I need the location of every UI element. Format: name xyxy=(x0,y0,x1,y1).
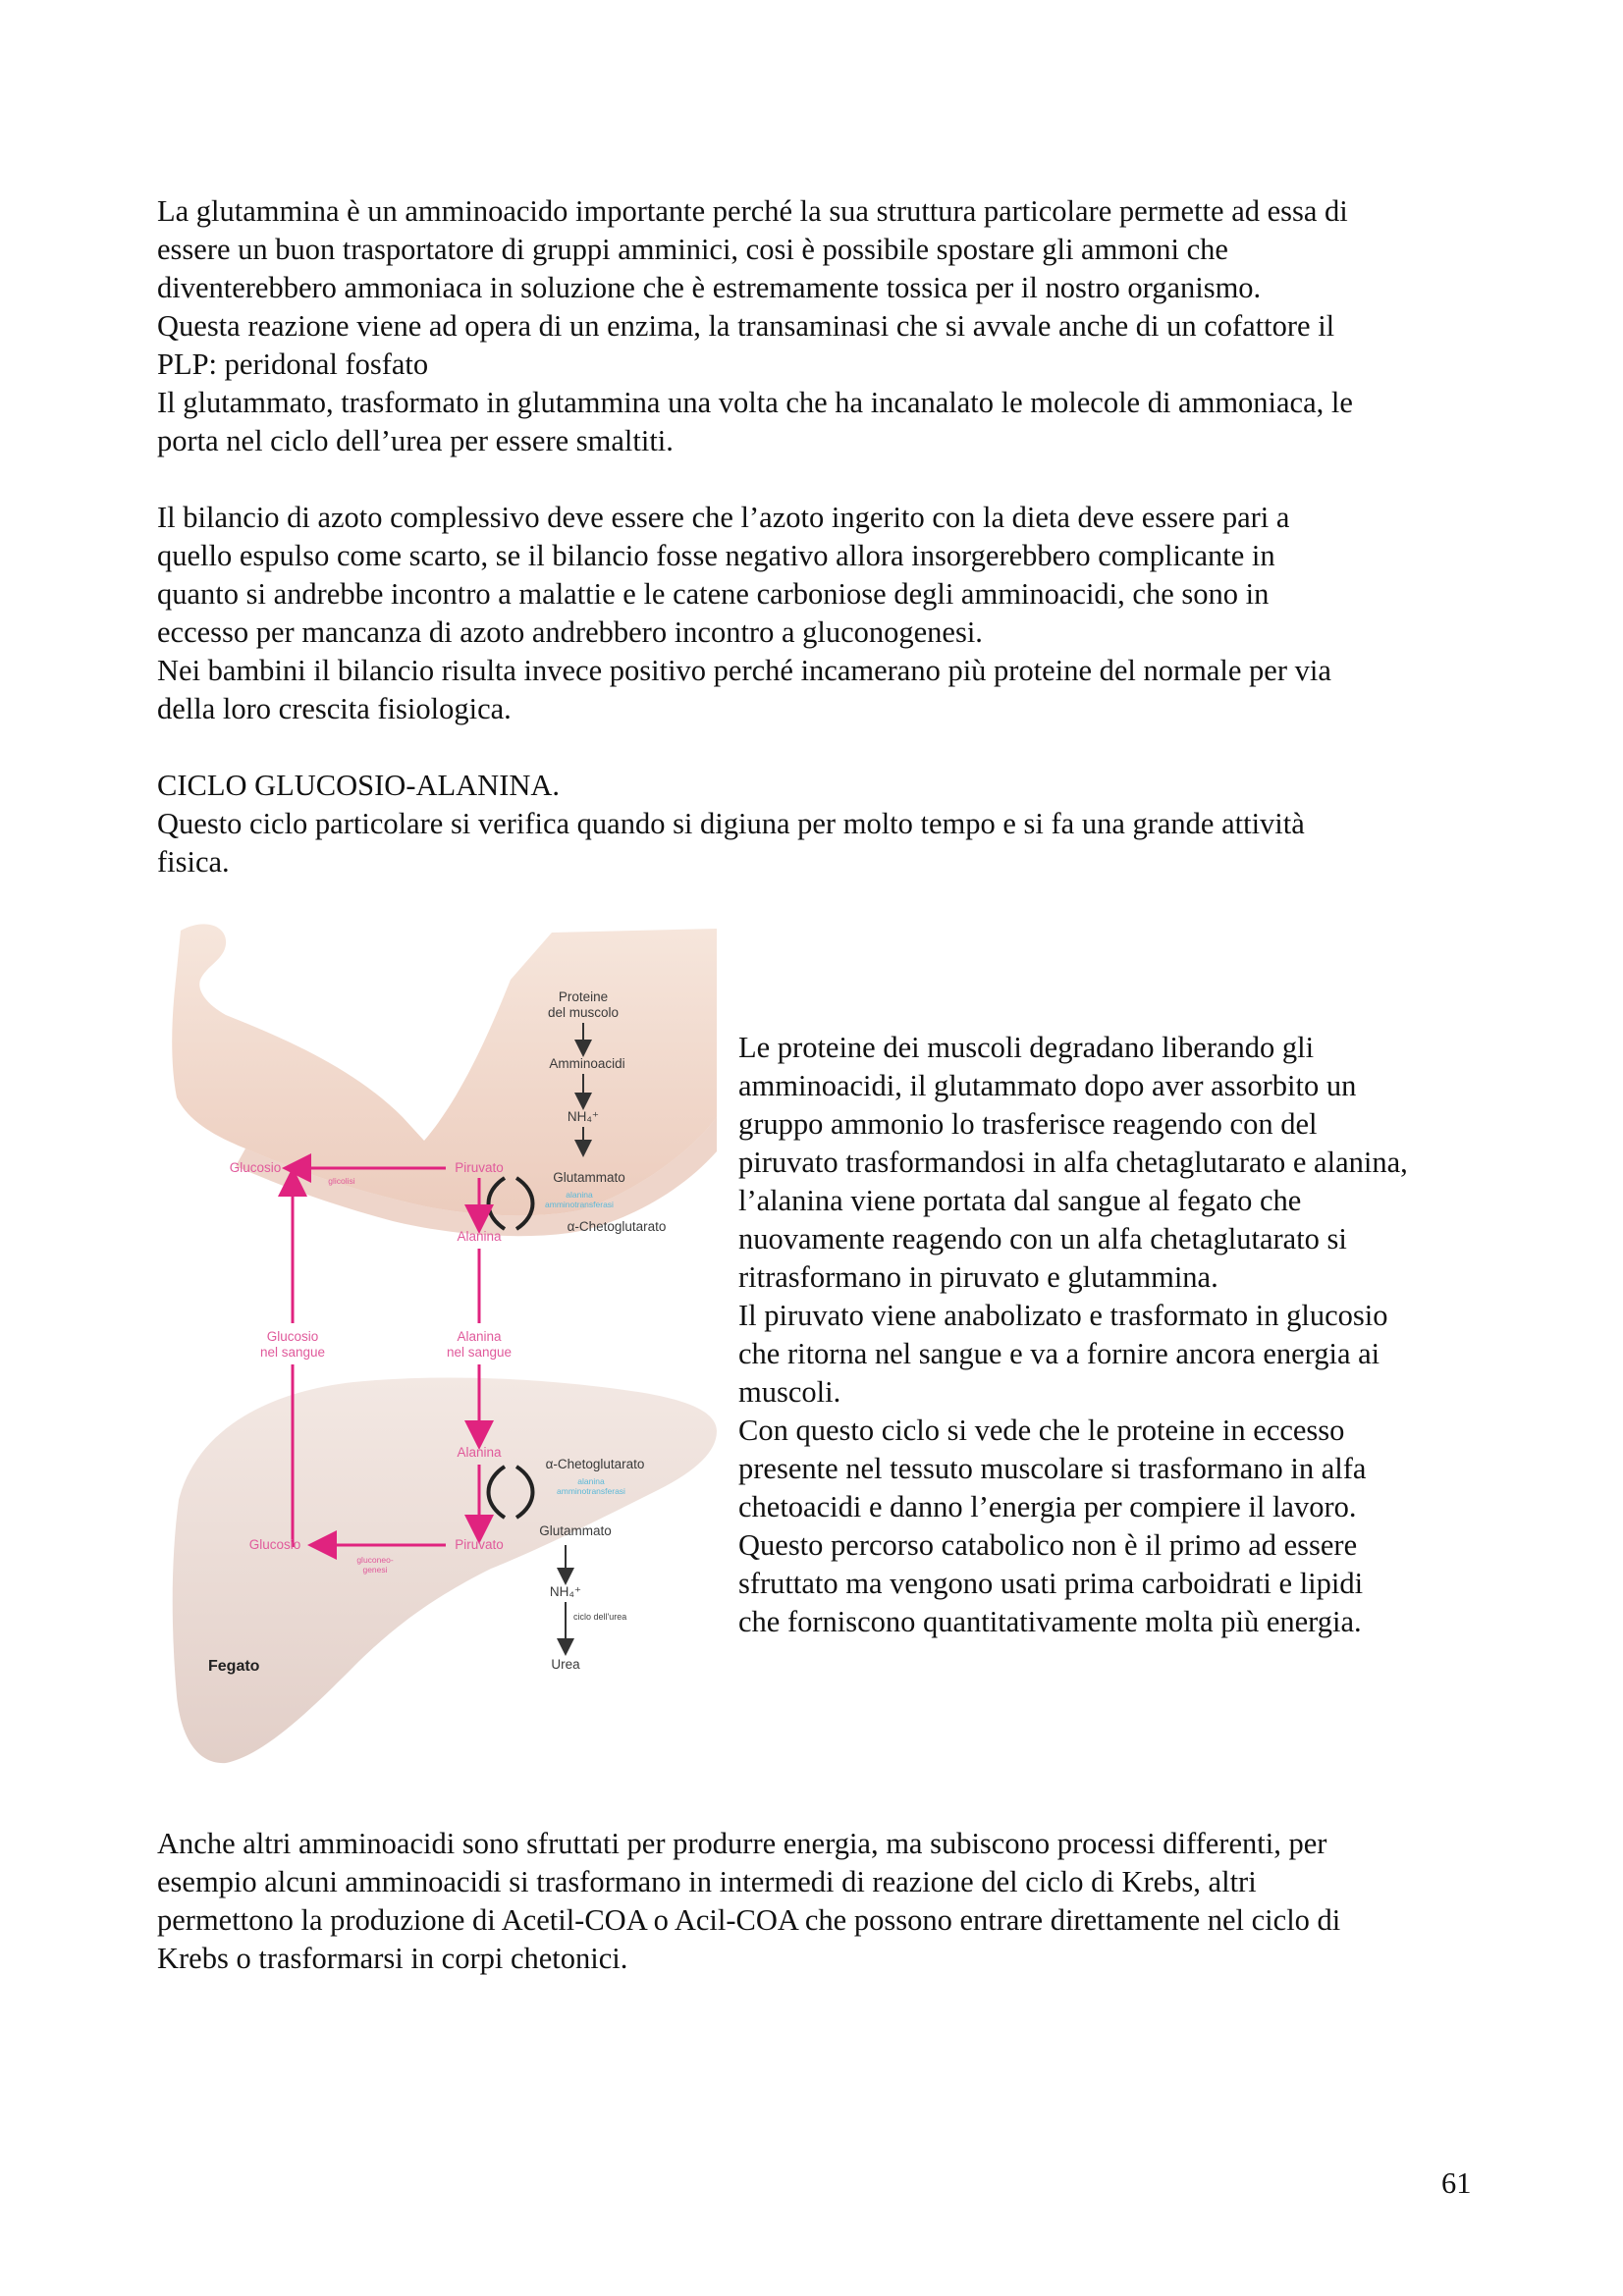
label-glucose-bottom: Glucosio xyxy=(248,1537,301,1552)
text-line: ritrasformano in piruvato e glutammina. xyxy=(738,1260,1218,1294)
text-line: Il piruvato viene anabolizato e trasformato in glucosio xyxy=(738,1299,1388,1332)
label-glutamate-top: Glutammato xyxy=(553,1170,625,1185)
label-blood-glucose-2: nel sangue xyxy=(259,1345,326,1360)
label-blood-alanine-1: Alanina xyxy=(457,1329,502,1344)
text-line: l’alanina viene portata dal sangue al fegato che xyxy=(738,1184,1302,1217)
label-nh4-bottom: NH₄⁺ xyxy=(549,1584,582,1599)
text-line: essere un buon trasportatore di gruppi amminici, cosi è possibile spostare gli ammoni che xyxy=(157,233,1228,266)
paragraph-altri-amminoacidi xyxy=(157,1825,1483,1978)
text-line: Le proteine dei muscoli degradano liberando gli xyxy=(738,1031,1315,1064)
paragraph-glutammina xyxy=(157,192,1483,460)
text-line: Krebs o trasformarsi in corpi chetonici. xyxy=(157,1942,628,1975)
text-line: diventerebbero ammoniaca in soluzione che è estremamente tossica per il nostro organismo. xyxy=(157,271,1262,304)
label-liver: Fegato xyxy=(208,1658,260,1675)
label-urea: Urea xyxy=(551,1657,580,1672)
section-heading: CICLO GLUCOSIO-ALANINA. xyxy=(157,769,561,802)
label-nh4-top: NH₄⁺ xyxy=(567,1109,600,1124)
figure-description xyxy=(738,1029,1494,1641)
text-line: quello espulso come scarto, se il bilancio fosse negativo allora insorgerebbero complicante in xyxy=(157,539,1275,572)
label-muscle-proteins-1: Proteine xyxy=(558,989,609,1004)
label-urea-cycle: ciclo dell'urea xyxy=(573,1612,627,1622)
text-line: presente nel tessuto muscolare si trasformano in alfa xyxy=(738,1452,1367,1485)
text-line: che ritorna nel sangue e va a fornire ancora energia ai xyxy=(738,1337,1380,1370)
text-line: piruvato trasformandosi in alfa chetaglutarato e alanina, xyxy=(738,1146,1408,1179)
text-line: fisica. xyxy=(157,845,230,879)
text-line: che forniscono quantitativamente molta più energia. xyxy=(738,1605,1362,1638)
paragraph-ciclo-glucosio-alanina xyxy=(157,767,1483,881)
text-line: Il glutammato, trasformato in glutammina una volta che ha incanalato le molecole di ammoniaca, le xyxy=(157,386,1353,419)
label-pyruvate-bottom: Piruvato xyxy=(455,1537,504,1552)
text-line: Il bilancio di azoto complessivo deve essere che l’azoto ingerito con la dieta deve essere pari a xyxy=(157,501,1290,534)
paragraph-bilancio-azoto xyxy=(157,499,1483,728)
text-line: Nei bambini il bilancio risulta invece positivo perché incamerano più proteine del normale per via xyxy=(157,654,1331,687)
label-transaminase-bottom-1: alanina xyxy=(577,1476,605,1486)
text-line: della loro crescita fisiologica. xyxy=(157,692,512,725)
text-line: Anche altri amminoacidi sono sfruttati per produrre energia, ma subiscono processi differenti, per xyxy=(157,1827,1327,1860)
label-amino-acids: Amminoacidi xyxy=(549,1056,625,1071)
text-line: sfruttato ma vengono usati prima carboidrati e lipidi xyxy=(738,1567,1364,1600)
text-line: porta nel ciclo dell’urea per essere smaltiti. xyxy=(157,424,674,457)
liver-illustration xyxy=(173,1377,717,1763)
label-pyruvate-top: Piruvato xyxy=(455,1160,504,1175)
label-alanine-top: Alanina xyxy=(457,1229,502,1244)
text-line: Questo percorso catabolico non è il primo ad essere xyxy=(738,1528,1358,1562)
text-line: chetoacidi e danno l’energia per compiere il lavoro. xyxy=(738,1490,1357,1523)
label-alanine-bottom: Alanina xyxy=(457,1445,502,1460)
label-transaminase-top-1: alanina xyxy=(566,1190,593,1200)
text-line: Con questo ciclo si vede che le proteine in eccesso xyxy=(738,1414,1345,1447)
label-transaminase-top-2: amminotransferasi xyxy=(545,1200,614,1209)
label-glutamate-bottom: Glutammato xyxy=(539,1523,612,1538)
label-ketoglutarate-top: α-Chetoglutarato xyxy=(567,1219,667,1234)
text-line: eccesso per mancanza di azoto andrebbero incontro a gluconogenesi. xyxy=(157,615,983,649)
label-blood-glucose-1: Glucosio xyxy=(266,1329,319,1344)
page-number: 61 xyxy=(1441,2166,1472,2200)
label-blood-alanine-2: nel sangue xyxy=(446,1345,513,1360)
label-ketoglutarate-bottom: α-Chetoglutarato xyxy=(545,1457,645,1471)
text-line: esempio alcuni amminoacidi si trasformano in intermedi di reazione del ciclo di Krebs, altri xyxy=(157,1865,1257,1898)
figure-svg xyxy=(167,921,723,1765)
text-line: nuovamente reagendo con un alfa chetaglutarato si xyxy=(738,1222,1347,1255)
text-line: La glutammina è un amminoacido importante perché la sua struttura particolare permette ad essa di xyxy=(157,194,1348,228)
text-line: muscoli. xyxy=(738,1375,841,1409)
label-glucose-top: Glucosio xyxy=(229,1160,282,1175)
label-gluconeogenesis-2: genesi xyxy=(362,1565,388,1575)
label-glycolysis: glicolisi xyxy=(328,1176,355,1186)
text-line: amminoacidi, il glutammato dopo aver assorbito un xyxy=(738,1069,1357,1102)
text-line: permettono la produzione di Acetil-COA o Acil-COA che possono entrare direttamente nel ciclo di xyxy=(157,1903,1341,1937)
text-line: gruppo ammonio lo trasferisce reagendo con del xyxy=(738,1107,1318,1141)
text-line: Questo ciclo particolare si verifica quando si digiuna per molto tempo e si fa una grande attività xyxy=(157,807,1305,840)
glucose-alanine-cycle-figure xyxy=(167,921,723,1765)
text-line: Questa reazione viene ad opera di un enzima, la transaminasi che si avvale anche di un cofattore il xyxy=(157,309,1335,343)
label-transaminase-bottom-2: amminotransferasi xyxy=(557,1486,625,1496)
text-line: quanto si andrebbe incontro a malattie e le catene carboniose degli amminoacidi, che sono in xyxy=(157,577,1270,611)
label-gluconeogenesis-1: gluconeo- xyxy=(356,1555,394,1565)
text-line: PLP: peridonal fosfato xyxy=(157,347,429,381)
label-muscle-proteins-2: del muscolo xyxy=(547,1005,620,1020)
